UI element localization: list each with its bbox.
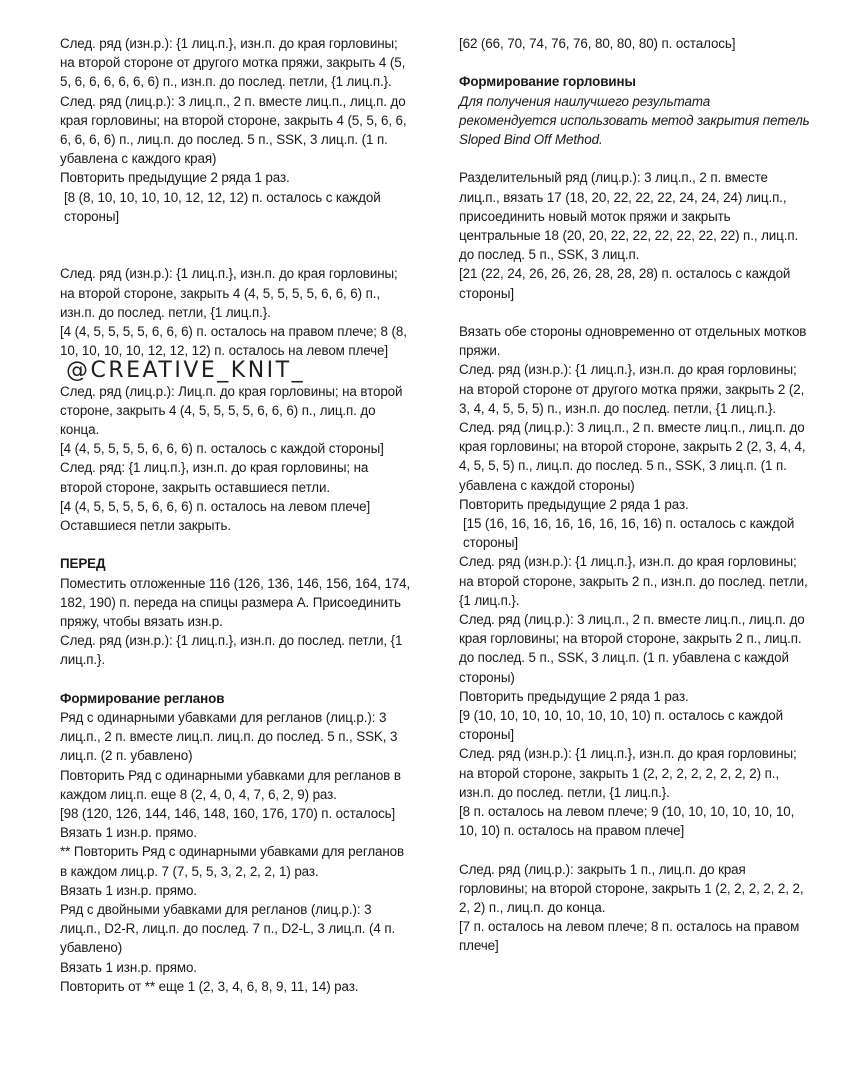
paragraph: Вязать 1 изн.р. прямо. xyxy=(60,825,197,841)
paragraph: Повторить предыдущие 2 ряда 1 раз. xyxy=(459,688,689,704)
section-heading-raglan: Формирование регланов xyxy=(60,690,225,706)
right-column xyxy=(459,34,811,956)
stitch-count: [62 (66, 70, 74, 76, 76, 80, 80, 80) п. осталось] xyxy=(459,36,736,51)
paragraph: След. ряд (изн.р.): {1 лиц.п.}, изн.п. до края горловины; на второй стороне от другого мотка пряжи, закрыть 4 (5, 5, 6, 6, 6, 6, 6, 6) п., изн.п. до послед. петли, {1 лиц.п.}. xyxy=(60,36,406,90)
paragraph: След. ряд (изн.р.): {1 лиц.п.}, изн.п. до послед. петли, {1 лиц.п.}. xyxy=(60,633,403,668)
left-column xyxy=(60,34,412,996)
section-heading-neckline: Формирование горловины xyxy=(459,74,636,90)
paragraph: Повторить предыдущие 2 ряда 1 раз. xyxy=(60,170,290,186)
paragraph: ** Повторить Ряд с одинарными убавками для регланов в каждом лиц.р. 7 (7, 5, 5, 3, 2, 2, 2, 1) раз. xyxy=(60,844,405,879)
paragraph: След. ряд (лиц.р.): 3 лиц.п., 2 п. вместе лиц.п., лиц.п. до края горловины; на второй стороне, закрыть 4 (5, 5, 6, 6, 6, 6, 6, 6) п., лиц.п. до послед. 5 п., SSK, 3 лиц.п. (1 п. убавлена с каждого края) xyxy=(60,93,407,167)
paragraph: Повторить Ряд с одинарными убавками для регланов в каждом лиц.п. еще 8 (2, 4, 0, 4, 7, 6, 2, 9) раз. xyxy=(60,767,401,802)
paragraph: Ряд с двойными убавками для регланов (лиц.р.): 3 лиц.п., D2-R, лиц.п. до послед. 7 п., D2-L, 3 лиц.п. (4 п. убавлено) xyxy=(60,902,396,956)
stitch-count: [21 (22, 24, 26, 26, 26, 28, 28, 28) п. осталось с каждой стороны] xyxy=(459,266,791,301)
stitch-count-text: [4 (4, 5, 5, 5, 5, 6, 6, 6) п. осталось на правом плече; 8 (8, 10, 10, 10, 10, 12, 12, 12) п. осталось на левом плече] xyxy=(60,324,407,359)
paragraph: Повторить предыдущие 2 ряда 1 раз. xyxy=(459,496,689,512)
paragraph: Поместить отложенные 116 (126, 136, 146, 156, 164, 174, 182, 190) п. переда на спицы размера A. Присоединить пряжу, чтобы вязать изн.р. xyxy=(60,575,411,630)
paragraph: След. ряд (лиц.р.): Лиц.п. до края горловины; на второй стороне, закрыть 4 (4, 5, 5, 5, 5, 6, 6, 6) п., лиц.п. до конца. xyxy=(60,383,403,438)
stitch-count: [8 п. осталось на левом плече; 9 (10, 10, 10, 10, 10, 10, 10, 10) п. осталось на правом плече] xyxy=(459,804,795,839)
paragraph: Ряд с одинарными убавками для регланов (лиц.р.): 3 лиц.п., 2 п. вместе лиц.п. лиц.п. до послед. 5 п., SSK, 3 лиц.п. (2 п. убавлено) xyxy=(60,710,398,764)
paragraph: След. ряд: {1 лиц.п.}, изн.п. до края горловины; на второй стороне, закрыть оставшиеся петли. xyxy=(60,460,369,495)
paragraph: Оставшиеся петли закрыть. xyxy=(60,518,231,534)
paragraph: След. ряд (лиц.р.): закрыть 1 п., лиц.п. до края горловины; на второй стороне, закрыть 1 (2, 2, 2, 2, 2, 2, 2, 2) п., лиц.п. до конца. xyxy=(459,861,804,916)
stitch-count: [7 п. осталось на левом плече; 8 п. осталось на правом плече] xyxy=(459,919,800,954)
paragraph: След. ряд (изн.р.): {1 лиц.п.}, изн.п. до края горловины; на второй стороне, закрыть 4 (4, 5, 5, 5, 5, 6, 6, 6) п., изн.п. до послед. петли, {1 лиц.п.}. xyxy=(60,266,398,320)
paragraph: След. ряд (изн.р.): {1 лиц.п.}, изн.п. до края горловины; на второй стороне от другого мотка пряжи, закрыть 2 (2, 3, 4, 4, 5, 5, 5) п., изн.п. до послед. петли, {1 лиц.п.}. xyxy=(459,362,805,416)
stitch-count: [98 (120, 126, 144, 146, 148, 160, 176, 170) п. осталось] xyxy=(60,806,396,822)
paragraph: След. ряд (лиц.р.): 3 лиц.п., 2 п. вместе лиц.п., лиц.п. до края горловины; на второй стороне, закрыть 2 (2, 3, 4, 4, 4, 5, 5, 5) п., лиц.п. до послед. 5 п., SSK, 3 лиц.п. (1 п. убавлена с каждой стороны) xyxy=(459,420,806,493)
paragraph: След. ряд (изн.р.): {1 лиц.п.}, изн.п. до края горловины; на второй стороне, закрыть 2 п., изн.п. до послед. петли, {1 лиц.п.}. xyxy=(459,554,808,608)
stitch-count xyxy=(60,322,412,382)
neckline-note: Для получения наилучшего результата рекомендуется использовать метод закрытия петель Sloped Bind Off Method. xyxy=(459,93,810,147)
stitch-count: [15 (16, 16, 16, 16, 16, 16, 16, 16) п. осталось с каждой стороны] xyxy=(463,516,795,551)
paragraph: Вязать 1 изн.р. прямо. xyxy=(60,959,197,975)
paragraph: След. ряд (лиц.р.): 3 лиц.п., 2 п. вместе лиц.п., лиц.п. до края горловины; на второй стороне, закрыть 2 п., лиц.п. до послед. 5 п., SSK, 3 лиц.п. (1 п. убавлена с каждой стороны) xyxy=(459,612,805,685)
stitch-count: [4 (4, 5, 5, 5, 5, 6, 6, 6) п. осталось с каждой стороны] xyxy=(60,441,384,457)
stitch-count: [4 (4, 5, 5, 5, 5, 6, 6, 6) п. осталось на левом плече] xyxy=(60,498,371,514)
paragraph: След. ряд (изн.р.): {1 лиц.п.}, изн.п. до края горловины; на второй стороне, закрыть 1 (2, 2, 2, 2, 2, 2, 2, 2) п., изн.п. до послед. петли, {1 лиц.п.}. xyxy=(459,746,797,800)
watermark: @CREATIVE_KNIT_ xyxy=(66,358,306,384)
paragraph: Повторить от ** еще 1 (2, 3, 4, 6, 8, 9, 11, 14) раз. xyxy=(60,978,359,994)
section-heading-front: ПЕРЕД xyxy=(60,556,106,572)
stitch-count: [8 (8, 10, 10, 10, 10, 12, 12, 12) п. осталось с каждой стороны] xyxy=(64,189,381,224)
paragraph: Вязать обе стороны одновременно от отдельных мотков пряжи. xyxy=(459,324,807,359)
paragraph: Разделительный ряд (лиц.р.): 3 лиц.п., 2 п. вместе лиц.п., вязать 17 (18, 20, 22, 22, 22, 24, 24, 24) лиц.п., присоединить новый моток пряжи и закрыть центральные 18 (20, 20, 22, 22, 22, 22, 22, 22) п., лиц.п. до послед. 5 п., SSK, 3 лиц.п. xyxy=(459,170,799,263)
paragraph: Вязать 1 изн.р. прямо. xyxy=(60,882,197,898)
stitch-count: [9 (10, 10, 10, 10, 10, 10, 10, 10) п. осталось с каждой стороны] xyxy=(459,708,783,743)
